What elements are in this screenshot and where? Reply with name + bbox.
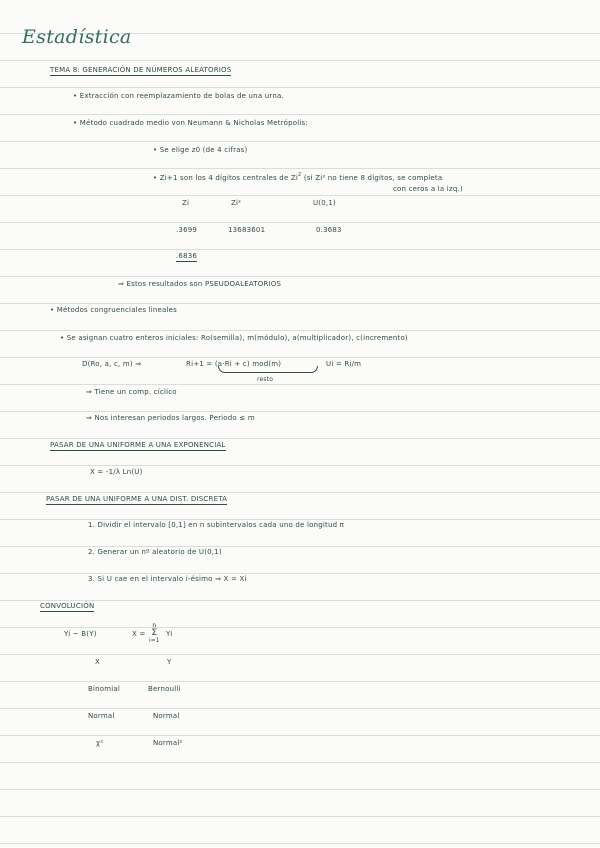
discreta-heading: PASAR DE UNA UNIFORME A UNA DIST. DISCRETA [46, 495, 228, 503]
conv-col-x: X [95, 658, 100, 666]
line-zi-definition-c: con ceros a la izq.) [393, 185, 463, 193]
table-value-z-next: .6836 [176, 252, 198, 260]
line-pseudoaleatorios: ⇒ Estos resultados son PSEUDOALEATORIOS [118, 280, 282, 288]
formula-right: Ui = Ri/m [326, 360, 362, 368]
line-metodo-cuadrado: • Método cuadrado medio von Neumann & Nicholas Metrópolis: [73, 119, 308, 127]
table-head-u: U(0,1) [313, 199, 336, 207]
conv-sum-bottom: i=1 [149, 637, 160, 644]
conv-row-3-x: χ² [96, 739, 104, 747]
table-head-zi: Zi [182, 199, 190, 207]
line-zi-definition [153, 172, 442, 182]
squared-mark: 2 [298, 172, 302, 178]
line-parametros: • Se asignan cuatro enteros iniciales: Ro(semilla), m(módulo), a(multiplicador), c(incremento) [60, 334, 408, 342]
conv-row-2-y: Normal [153, 712, 180, 720]
line-zi-definition-a: • Zi+1 son los 4 dígitos centrales de Zi [153, 174, 299, 182]
conv-row-1-x: Binomial [88, 685, 121, 693]
conv-col-y: Y [167, 658, 172, 666]
table-head-zi2: Zi² [231, 199, 242, 207]
conv-row-1-y: Bernoulli [148, 685, 181, 693]
formula-main: Ri+1 = (a·Ri + c) mod(m) [186, 360, 282, 368]
conv-sum [149, 622, 160, 644]
table-value-z: .3699 [176, 226, 198, 234]
tema-heading: TEMA 8: GENERACIÓN DE NÚMEROS ALEATORIOS [50, 66, 232, 74]
resto-bracket [218, 366, 318, 373]
line-zi-definition-b: (si Zi² no tiene 8 dígitos, se completa [301, 174, 443, 182]
table-value-z2: 13683601 [228, 226, 266, 234]
line-congruenciales: • Métodos congruenciales lineales [50, 306, 178, 314]
exponencial-heading: PASAR DE UNA UNIFORME A UNA EXPONENCIAL [50, 441, 226, 449]
conv-sum-sigma: Σ [151, 628, 158, 638]
conv-x: X = [132, 630, 146, 638]
conv-sum-top: n [152, 622, 157, 629]
page-title: Estadística [22, 26, 132, 48]
conv-yi: Yi [166, 630, 173, 638]
discreta-step-2: 2. Generar un nº aleatorio de U(0,1) [88, 548, 222, 556]
discreta-step-3: 3. Si U cae en el intervalo i-ésimo ⇒ X = Xi [88, 575, 247, 583]
line-elige-z0: • Se elige z0 (de 4 cifras) [153, 146, 248, 154]
line-periodos: ⇒ Nos interesan periodos largos. Periodo ≤ m [86, 414, 255, 422]
resto-label: resto [257, 376, 274, 383]
convolucion-heading: CONVOLUCIÓN [40, 602, 95, 610]
conv-row-2-x: Normal [88, 712, 115, 720]
conv-row-3-y: Normal² [153, 739, 183, 747]
table-value-u: 0.3683 [316, 226, 342, 234]
discreta-step-1: 1. Dividir el intervalo [0,1] en n subintervalos cada uno de longitud π [88, 521, 345, 529]
formula-left: D(Ro, a, c, m) ⇒ [82, 360, 142, 368]
line-extraccion: • Extracción con reemplazamiento de bolas de una urna. [73, 92, 284, 100]
conv-left: Yi ~ B(Y) [64, 630, 97, 638]
exponencial-formula: X = -1/λ Ln(U) [90, 468, 143, 476]
line-ciclico: ⇒ Tiene un comp. cíclico [86, 388, 177, 396]
